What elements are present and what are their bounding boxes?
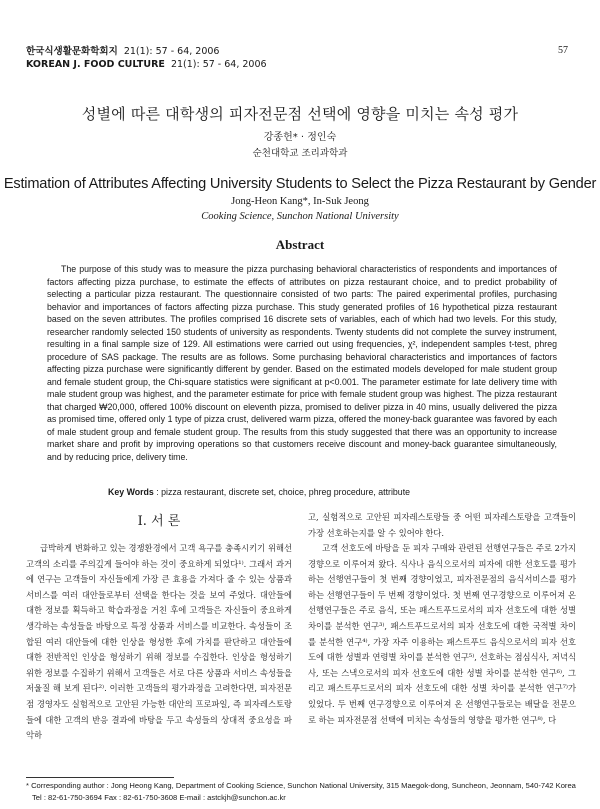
authors-korean: 강종헌* · 정인숙	[263, 132, 337, 143]
footnote-contact: Tel : 82-61-750-3694 Fax : 82-61-750-3608 E-mail : astckjh@sunchon.ac.kr	[32, 792, 286, 802]
affiliation-korean: 순천대학교 조리과학과	[252, 148, 348, 159]
journal-name-en: KOREAN J. FOOD CULTURE	[26, 59, 165, 70]
journal-header-kr	[26, 45, 267, 58]
right-column-paragraph: 고객 선호도에 바탕을 둔 피자 구매와 관련된 선행연구들은 주로 2가지 경향으로 이루어져 왔다. 식사나 음식으로서의 피자에 대한 선호도를 평가하는 선행연구들이 첫 번째 경향이었고, 피자전문점의 음식서비스를 평가하는 선행연구들이 두 번째 경향이었다. 첫 번째 연구경향으로 이루어져 온 선행연구들은 주로 음식, 또는 패스트푸드로서의 피자 선호도에 대한 성별 차이를 분석한 연구³⁾, 패스트푸드로서의 피자 선호도에 대한 국적별 차이를 분석한 연구⁴⁾, 가장 자주 이용하는 패스트푸드 음식으로서의 피자 선호도에 대한 성별과 연령별 차이를 분석한 연구⁵⁾, 선호하는 점심식사, 저녁식사, 또는 스낵으로서의 피자 선호도에 대한 성별 차이를 분석한 연구⁶⁾, 그리고 패스트푸드로서의 피자 선호도에 대한 성별 차이를 분석한 연구⁷⁾가 있었다. 두 번째 연구경향으로 이루어져 온 선행연구들로는 배달을 전문으로 하는 피자전문점 선택에 미치는 속성들의 영향을 평가한 연구⁸⁾, 다	[308, 543, 576, 725]
footnote-divider	[26, 777, 174, 778]
page-number: 57	[558, 45, 568, 56]
keywords-label: Key Words	[108, 487, 154, 497]
journal-volume-kr: 21(1): 57 - 64, 2006	[123, 46, 220, 57]
abstract-body: The purpose of this study was to measure the pizza purchasing behavioral characteristics of respondents and importances of factors affecting pizza purchase, to estimate the effects of attributes on pizza restaurant choice, and to predict probability of selecting a particular pizza restaurant. The questionnaire consisted of two parts: The paired experimental profiles, purchasing behavior and importances of factors affecting pizza purchase. This study generated profiles of 16 hypothetical pizza restaurant based on the seven attributes. The profiles comprised 16 discrete sets of variables, each of which had two levels. For this study, researcher randomly selected 150 students of university as respondents. Twenty students did not complete the survey instrument, resulting in a final sample size of 129. All estimations were carried out using frequencies, χ², independent samples t-test, phreg procedure of SAS package. The results are as follows. Some purchasing behavioral characteristics and importances of factors affecting pizza purchase were significantly different by gender. Based on the estimated models developed for male student group and female student group, the Chi-square statistics were significant at p<0.001. The parameter estimate for late delivery time with male student group was highest, and the parameter estimate for price with female student group was highest. The pizza restaurant that charged ₩20,000, offered 100% discount on eleventh pizza, promised to deliver pizza in 40 mins, usually delivered the pizza as promised time, offered only 1 type of pizza crust, delivered warm pizza, offered the money-back guarantee was favored by each of male student group and female student group. The results from this study suggested that there was an opportunity to increase market share and profit by improving operations so that customers receive discount and money-back guarantee simultaneously, and by reducing price, delivery time.	[47, 264, 557, 462]
journal-header	[26, 45, 267, 71]
footnote-corresponding-author: * Corresponding author : Jong Heong Kang, Department of Cooking Science, Sunchon National University, 315 Maegok-dong, Suncheon, Jeonnam, 540-742 Korea	[26, 781, 576, 790]
keywords	[108, 487, 410, 497]
affiliation-english: Cooking Science, Sunchon National University	[201, 211, 399, 222]
journal-name-kr: 한국식생활문화학회지	[26, 46, 118, 57]
journal-volume-en: 21(1): 57 - 64, 2006	[170, 59, 267, 70]
title-korean: 성별에 따른 대학생의 피자전문점 선택에 영향을 미치는 속성 평가	[81, 105, 519, 123]
abstract-heading: Abstract	[275, 237, 325, 252]
authors-english: Jong-Heon Kang*, In-Suk Jeong	[231, 196, 369, 207]
title-english: Estimation of Attributes Affecting University Students to Select the Pizza Restaurant by Gender	[3, 176, 597, 192]
footnote	[26, 780, 586, 803]
right-column-continuation: 고, 실험적으로 고안된 피자레스토랑들 중 어떤 피자레스토랑을 고객들이 가장 선호하는지를 알 수 있어야 한다.	[308, 512, 576, 538]
left-column-paragraph: 급박하게 변화하고 있는 경쟁환경에서 고객 욕구를 충족시키기 위해선 고객의 소리를 주의깊게 들어야 하는 것이 중요하게 되었다¹⁾. 그래서 과거에 연구는 고객들이 자신들에게 가장 큰 효용을 가져다 줄 수 있는 상품과 서비스를 여러 대안들로부터 선택을 한다는 것을 보여 주었다. 대안들에 대한 정보를 획득하고 학습과정을 거친 후에 고객들은 자신들이 중요하게 생각하는 속성들을 바탕으로 특정 상품과 서비스를 비교한다. 속성들이 조합된 여러 대안들에 대한 인상을 형성한 후에 가치를 판단하고 대안들에 대한 전반적인 인상을 형성하기 위해 정보를 수집한다. 인상을 형성하기 위한 정보를 수집하기 위해서 고객들은 서로 다른 상품과 서비스 속성들을 저울질 해 보게 된다²⁾. 이러한 고객들의 평가과정을 고려한다면, 피자전문점 경영자도 실험적으로 고안된 가능한 대안의 프로파일, 즉 피자레스토랑들에 대한 고객의 반응 결과에 바탕을 두고 속성들의 상대적 중요성을 파악하	[26, 543, 292, 741]
journal-header-en	[26, 58, 267, 71]
keywords-list: : pizza restaurant, discrete set, choice, phreg procedure, attribute	[156, 487, 411, 497]
section-heading-introduction: I. 서 론	[137, 514, 181, 529]
